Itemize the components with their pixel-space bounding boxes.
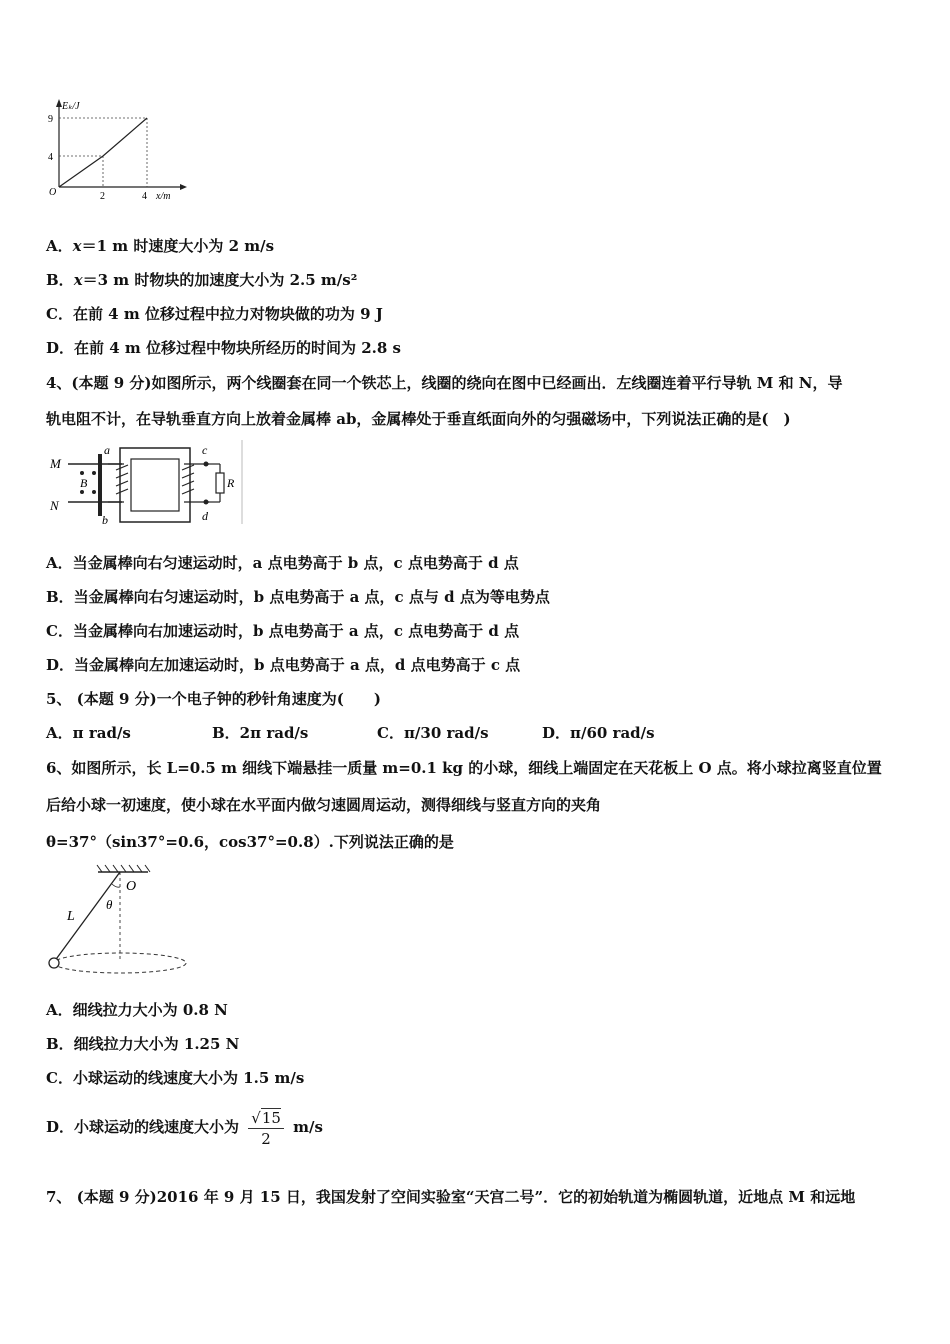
q5-option-d: D．π/60 rad/s bbox=[542, 724, 655, 742]
q4-stem-line1: 4、(本题 9 分)如图所示，两个线圈套在同一个铁芯上，线圈的绕向在图中已经画出．左线圈连着平行导轨 M 和 N，导 bbox=[46, 374, 843, 392]
conical-pendulum-figure bbox=[40, 862, 200, 980]
q6-option-c: C．小球运动的线速度大小为 1.5 m/s bbox=[46, 1069, 305, 1087]
field-label-b: B bbox=[80, 476, 88, 490]
q3-option-c: C．在前 4 m 位移过程中拉力对物块做的功为 9 J bbox=[46, 305, 383, 323]
q3-option-d: D．在前 4 m 位移过程中物块所经历的时间为 2.8 s bbox=[46, 339, 401, 357]
graph-ylabel: Eₖ/J bbox=[62, 101, 80, 112]
q7-stem: 7、 (本题 9 分)2016 年 9 月 15 日，我国发射了空间实验室“天宫二号”．它的初始轨道为椭圆轨道，近地点 M 和远地 bbox=[46, 1188, 856, 1206]
q6-option-b: B．细线拉力大小为 1.25 N bbox=[46, 1035, 240, 1053]
rod-label-a: a bbox=[104, 443, 110, 457]
string-label-l: L bbox=[67, 909, 75, 924]
q5-stem: 5、 (本题 9 分)一个电子钟的秒针角速度为( ) bbox=[46, 690, 381, 708]
rail-label-n: N bbox=[50, 498, 59, 513]
ek-x-graph bbox=[40, 95, 190, 205]
graph-xlabel: x/m bbox=[156, 191, 171, 202]
graph-ytick-9: 9 bbox=[48, 114, 53, 125]
q4-option-c: C．当金属棒向右加速运动时，b 点电势高于 a 点，c 点电势高于 d 点 bbox=[46, 622, 520, 640]
q5-option-c: C．π/30 rad/s bbox=[377, 724, 489, 742]
q6-stem-line2: 后给小球一初速度，使小球在水平面内做匀速圆周运动，测得细线与竖直方向的夹角 bbox=[46, 796, 602, 814]
graph-xtick-2: 2 bbox=[100, 191, 105, 202]
q5-option-b: B．2π rad/s bbox=[212, 724, 309, 742]
pivot-label-o: O bbox=[126, 879, 137, 894]
terminal-label-c: c bbox=[202, 443, 208, 457]
q4-option-d: D．当金属棒向左加速运动时，b 点电势高于 a 点，d 点电势高于 c 点 bbox=[46, 656, 521, 674]
speed-fraction: $\frac{√15}{2}$ bbox=[248, 1108, 284, 1149]
q3-option-b: B．x＝3 m 时物块的加速度大小为 2.5 m/s² bbox=[46, 271, 358, 289]
q4-stem-line2: 轨电阻不计，在导轨垂直方向上放着金属棒 ab，金属棒处于垂直纸面向外的匀强磁场中，下列说法正确的是( ) bbox=[46, 410, 791, 428]
graph-ytick-4: 4 bbox=[48, 152, 53, 163]
q3-option-a: A．x＝1 m 时速度大小为 2 m/s bbox=[46, 237, 275, 255]
transformer-circuit-figure bbox=[44, 440, 249, 528]
graph-xtick-4: 4 bbox=[142, 191, 147, 202]
q4-option-a: A．当金属棒向右匀速运动时，a 点电势高于 b 点，c 点电势高于 d 点 bbox=[46, 554, 519, 572]
q6-stem-line3: θ=37°（sin37°=0.6，cos37°=0.8）.下列说法正确的是 bbox=[46, 833, 454, 851]
q5-option-a: A．π rad/s bbox=[46, 724, 131, 742]
q6-option-a: A．细线拉力大小为 0.8 N bbox=[46, 1001, 228, 1019]
angle-label-theta: θ bbox=[106, 897, 113, 912]
graph-origin: O bbox=[49, 187, 57, 198]
q6-stem-line1: 6、如图所示，长 L=0.5 m 细线下端悬挂一质量 m=0.1 kg 的小球，细线上端固定在天花板上 O 点。将小球拉离竖直位置 bbox=[46, 759, 882, 777]
rail-label-m: M bbox=[50, 456, 61, 471]
terminal-label-d: d bbox=[202, 509, 208, 523]
resistor-label-r: R bbox=[227, 476, 235, 490]
q4-option-b: B．当金属棒向右匀速运动时，b 点电势高于 a 点，c 点与 d 点为等电势点 bbox=[46, 588, 550, 606]
rod-label-b: b bbox=[102, 513, 108, 527]
q6-option-d: D．小球运动的线速度大小为 $\frac{√15}{2}$ m/s bbox=[46, 1108, 323, 1148]
